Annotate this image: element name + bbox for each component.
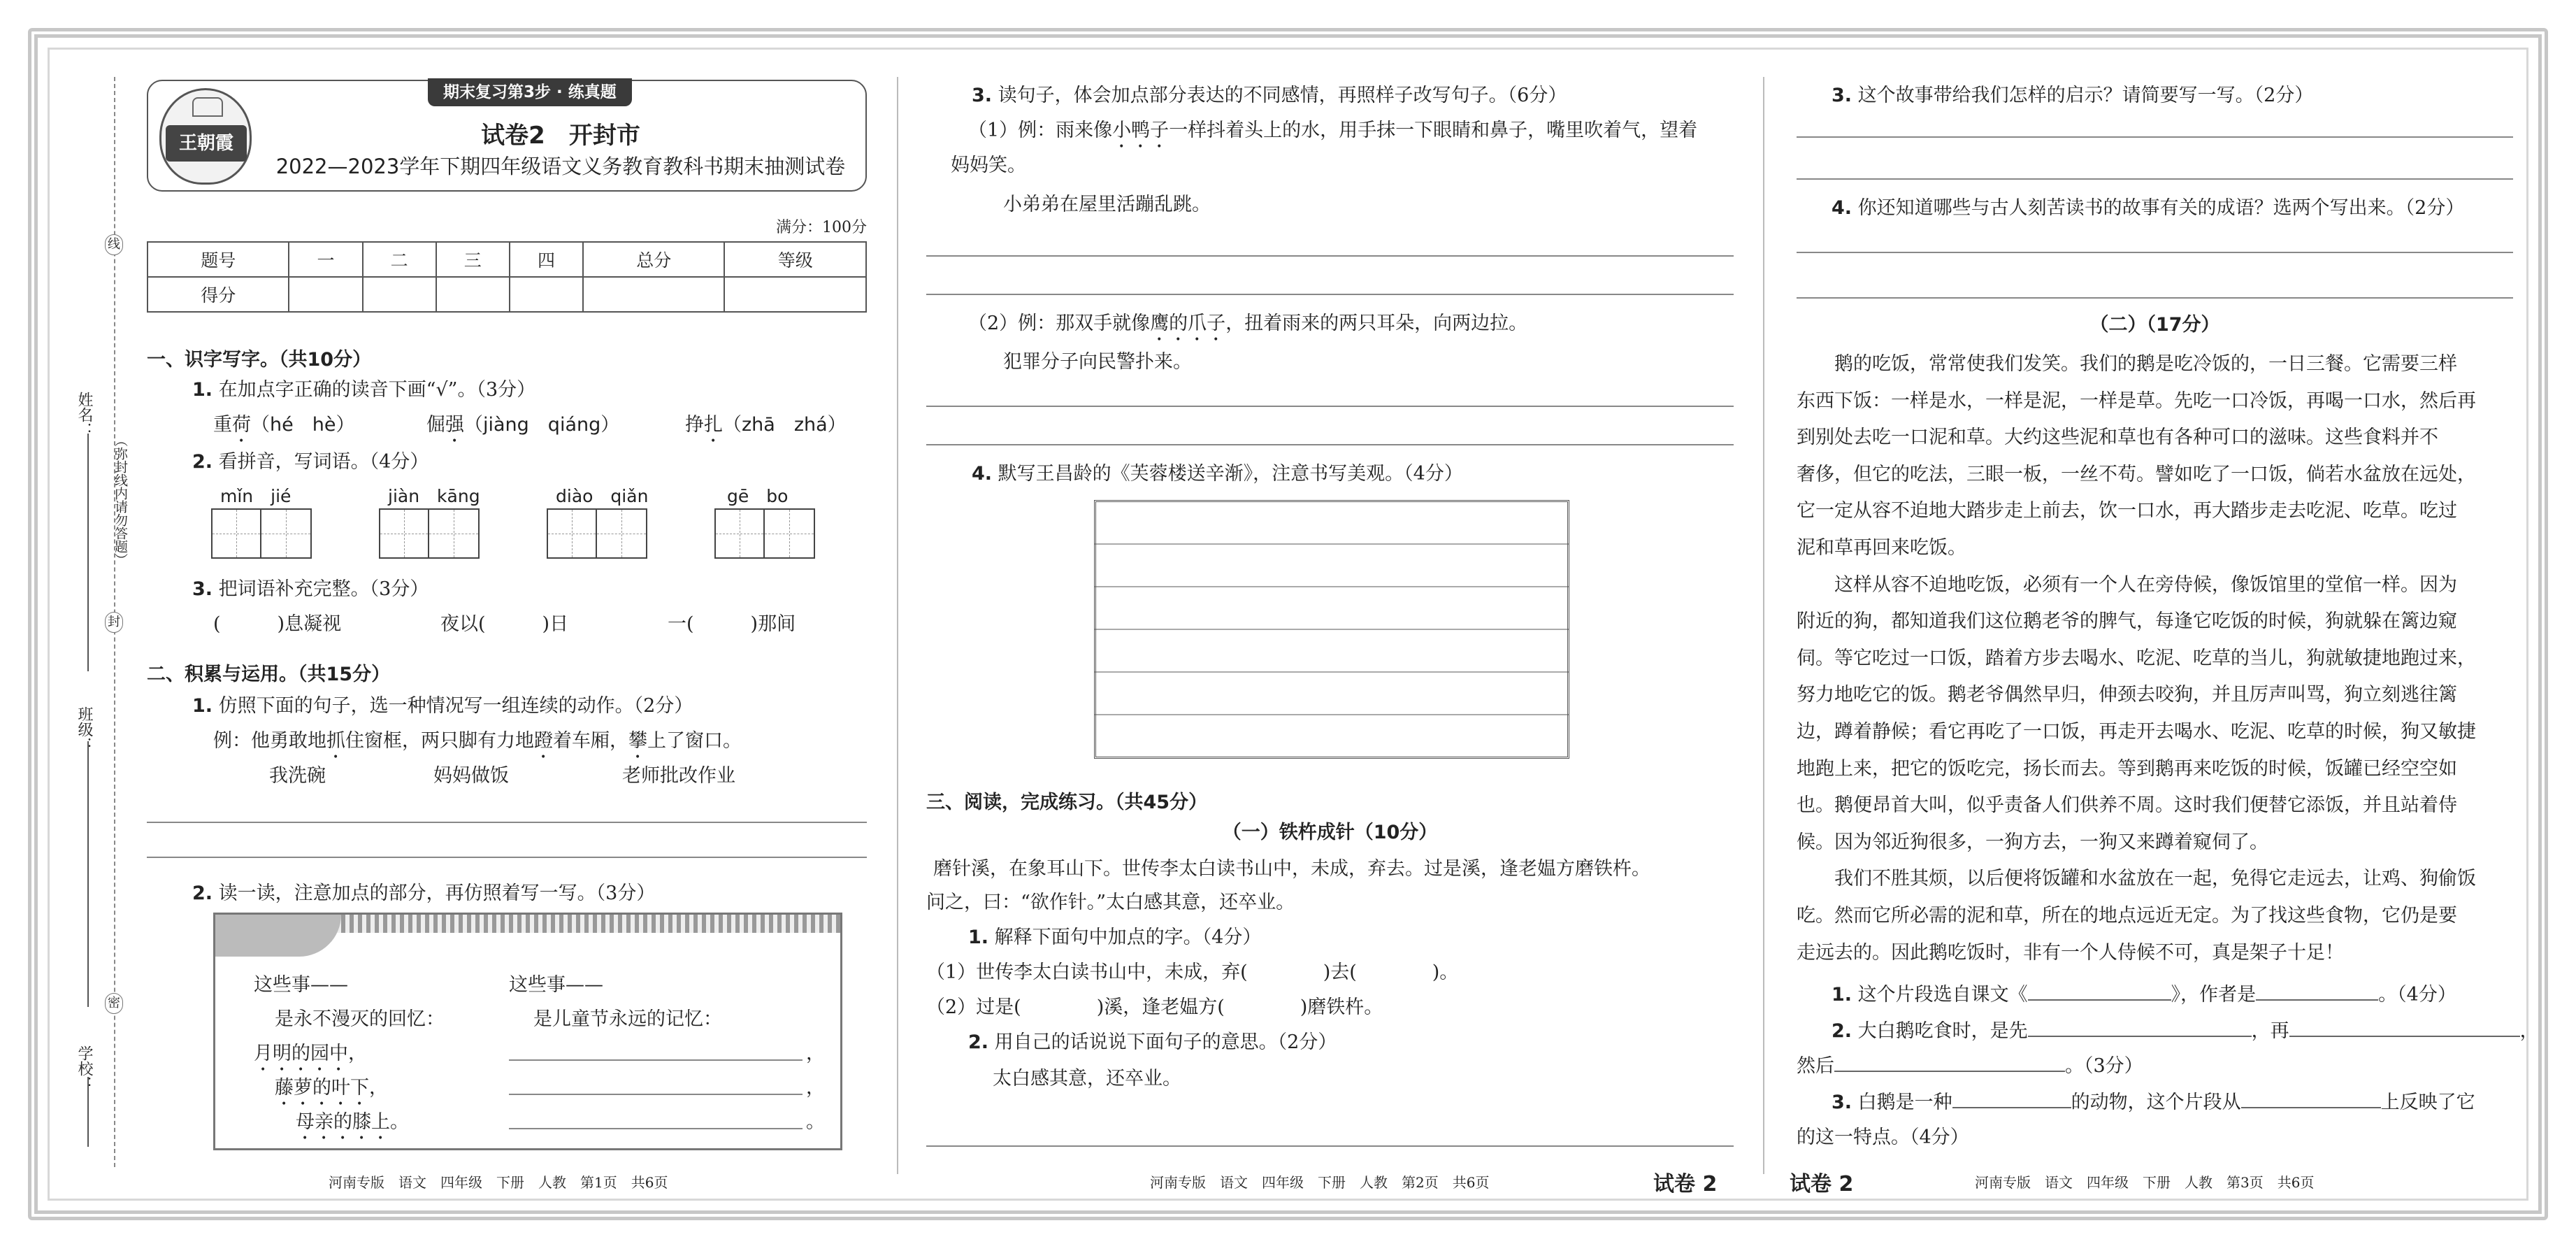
idiom-blank[interactable]: 一( )那间 [668, 613, 796, 635]
poem-line: 是儿童节永远的记忆： [533, 1008, 722, 1030]
answer-blank[interactable] [2241, 1107, 2381, 1108]
passage-line: 这样从容不迫地吃饭，必须有一个人在旁侍候，像饭馆里的堂倌一样。因为 [1797, 573, 2457, 596]
s2-q3-example-2: （2）例：那双手就像鹰的爪子，扭着雨来的两只耳朵，向两边拉。 [968, 313, 1528, 334]
grid-cell[interactable] [714, 508, 765, 559]
pinyin-label: mǐn jié [220, 486, 292, 506]
logo-text: 王朝霞 [166, 125, 247, 162]
pinyin-options[interactable]: （jiàng qiáng） [464, 414, 620, 436]
q-number: 1. [1832, 984, 1852, 1006]
q-text: 读句子，体会加点部分表达的不同感情，再照样子改写句子。（6分） [998, 85, 1567, 106]
s1-q3 [192, 573, 429, 601]
answer-blank[interactable] [1952, 1107, 2071, 1108]
s3-q2 [968, 1027, 1337, 1054]
passage-line: 边，蹲着静候；看它再吃了一口饭，再走开去喝水、吃泥、吃草的时候，狗又敏捷 [1797, 720, 2476, 743]
exam-title: 试卷2 开封市 [481, 122, 640, 150]
char: 重 [213, 414, 232, 436]
passage-line: 努力地吃它的饭。鹅老爷偶然早归，伸颈去咬狗，并且厉声叫骂，狗立刻逃往篱 [1797, 684, 2457, 706]
option-text: 我洗碗 [269, 765, 326, 787]
card-ornament [215, 915, 341, 957]
exam-subtitle: 2022—2023学年下期四年级语文义务教育教科书期末抽测试卷 [275, 155, 846, 178]
section-3-title: 三、阅读，完成练习。（共45分） [926, 792, 1208, 813]
poem-card [213, 913, 842, 1150]
passage-1-title: （一）铁杵成针（10分） [1222, 822, 1438, 843]
pinyin-options[interactable]: （zhā zhá） [723, 414, 847, 436]
seal-mark-1: 线 [105, 234, 123, 255]
s1-q1-item[interactable] [685, 409, 847, 447]
score-header-cell: 四 [510, 242, 583, 277]
seal-mark-2: 封 [105, 612, 123, 633]
full-score: 满分：100分 [776, 219, 867, 236]
exam-tag: 试卷 2 [1790, 1172, 1854, 1196]
passage-line: 泥和草再回来吃饭。 [1797, 536, 1966, 559]
s2-q1 [192, 690, 693, 717]
column-1 [147, 77, 867, 1191]
passage-line: 走远去的。因此鹅吃饭时，非有一个人侍候不可，真是架子十足！ [1797, 941, 2344, 964]
footer-page-3: 河南专版 语文 四年级 下册 人教 第3页 共6页 [1975, 1174, 2315, 1191]
pinyin-label: gē bo [727, 486, 789, 506]
poem-line: 藤萝的叶下， [275, 1077, 388, 1099]
passage-line: 奢侈，但它的吃法，三眼一板，一丝不苟。譬如吃了一口饭，倘若水盆放在远处， [1797, 463, 2476, 485]
pinyin-label: jiàn kāng [388, 486, 480, 506]
passage-2-title: （二）（17分） [2089, 314, 2220, 336]
score-cell[interactable] [510, 277, 583, 312]
grid-cell[interactable] [429, 508, 480, 559]
explain-blank[interactable]: （2）过是( )溪，逢老媪方( )磨铁杵。 [926, 996, 1383, 1018]
q-text: 用自己的话说说下面句子的意思。（2分） [994, 1031, 1337, 1053]
passage-line: 伺。等它吃过一口饭，踏着方步去喝水、吃泥、吃草的当儿，狗就敏捷地跑过来， [1797, 647, 2476, 669]
source-sentence: 太白感其意，还卒业。 [993, 1068, 1181, 1089]
s3b-q3: 3. 白鹅是一种 的动物，这个片段从 上反映了它 [1832, 1092, 2475, 1113]
poem-line: 月明的园中， [254, 1043, 367, 1064]
q-number: 4. [972, 463, 993, 485]
answer-line[interactable] [926, 406, 1734, 407]
passage-line: 附近的狗，都知道我们这位鹅老爷的脾气，每逢它吃饭的时候，狗就躲在篱边窥 [1797, 610, 2457, 633]
answer-line[interactable] [509, 1059, 803, 1061]
writing-grid[interactable] [211, 508, 312, 559]
example-cont: 妈妈笑。 [951, 155, 1026, 176]
grid-cell[interactable] [211, 508, 261, 559]
s1-q2 [192, 446, 429, 473]
q-text: 读一读，注意加点的部分，再仿照着写一写。（3分） [218, 882, 656, 904]
explain-blank[interactable]: （1）世传李太白读书山中，未成，弃( )去( )。 [926, 962, 1459, 983]
header-box [147, 80, 867, 192]
answer-line[interactable] [926, 1145, 1734, 1147]
q-text: 看拼音，写词语。（4分） [218, 451, 429, 473]
section-2-title: 二、积累与运用。（共15分） [147, 664, 391, 685]
score-cell[interactable] [724, 277, 866, 312]
s2-q3 [972, 80, 1567, 107]
passage-2 [1797, 346, 2513, 971]
punct: 。 [806, 1111, 825, 1133]
rewrite-sentence: 小弟弟在屋里活蹦乱跳。 [1003, 194, 1211, 215]
s3b-q2: 2. 大白鹅吃食时，是先 ，再 ， [1832, 1020, 2539, 1042]
s3-q1 [968, 922, 1261, 949]
q-text: 在加点字正确的读音下画“√”。（3分） [218, 379, 536, 401]
q-text: 的这一特点。（4分） [1797, 1127, 1969, 1148]
score-header-cell: 三 [436, 242, 510, 277]
answer-blank[interactable] [2028, 1036, 2252, 1037]
passage-line: 它一定从容不迫地大踏步走上前去，饮一口水，再大踏步走去吃泥、吃草。吃过 [1797, 500, 2457, 522]
footer-page-1: 河南专版 语文 四年级 下册 人教 第1页 共6页 [329, 1174, 668, 1191]
poem-writing-box[interactable] [1094, 500, 1569, 759]
q-number: 3. [192, 578, 213, 600]
s2-q2 [192, 878, 655, 905]
option-text: 妈妈做饭 [433, 765, 509, 787]
q-text: 这个故事带给我们怎样的启示？请简要写一写。（2分） [1857, 85, 2314, 106]
q-number: 2. [968, 1031, 989, 1053]
score-cell[interactable] [583, 277, 724, 312]
passage-line: 候。因为邻近狗很多，一狗方去，一狗又来蹲着窥伺了。 [1797, 831, 2268, 853]
writing-grid[interactable] [379, 508, 480, 559]
passage-line: 也。鹅便昂首大叫，似乎责备人们供养不周。这时我们便替它添饭，并且站着侍 [1797, 794, 2457, 817]
answer-line[interactable] [1797, 178, 2513, 180]
dotted-char: 强 [445, 414, 464, 436]
s2-q1-example: 例：他勇敢地抓住窗框，两只脚有力地蹬着车厢，攀上了窗口。 [213, 730, 742, 752]
class-label: 班级： [75, 706, 93, 752]
school-label: 学校： [75, 1045, 93, 1092]
score-table [147, 241, 867, 313]
q-text: 默写王昌龄的《芙蓉楼送辛渐》，注意书写美观。（4分） [998, 463, 1463, 485]
answer-blank[interactable] [1834, 1071, 2065, 1072]
answer-line[interactable] [926, 255, 1734, 257]
footer-page-2: 河南专版 语文 四年级 下册 人教 第2页 共6页 [1150, 1174, 1490, 1191]
passage-line: 东西下饭：一样是水，一样是泥，一样是草。先吃一口冷饭，再喝一口水，然后再 [1797, 389, 2476, 412]
q-text: 仿照下面的句子，选一种情况写一组连续的动作。（2分） [218, 695, 693, 717]
answer-line[interactable] [509, 1094, 803, 1095]
score-header-cell: 二 [363, 242, 436, 277]
score-table-row [147, 277, 866, 312]
name-line [87, 434, 89, 671]
crown-icon [192, 97, 223, 117]
column-3 [1790, 77, 2539, 1196]
q-number: 2. [1832, 1020, 1852, 1042]
passage-line: 吃。然而它所必需的泥和草，所在的地点远近无定。为了找这些食物，它仍是要 [1797, 904, 2457, 927]
answer-line[interactable] [1797, 252, 2513, 253]
answer-line[interactable] [147, 857, 867, 858]
grid-cell[interactable] [261, 508, 312, 559]
poem-line: 这些事—— [509, 974, 603, 996]
s3-q3 [1832, 80, 2313, 107]
answer-blank[interactable] [2289, 1036, 2520, 1037]
score-header-cell: 等级 [724, 242, 866, 277]
q-text: 你还知道哪些与古人刻苦读书的故事有关的成语？选两个写出来。（2分） [1857, 197, 2465, 219]
char: 倔 [426, 414, 445, 436]
s1-q1-item[interactable] [213, 409, 354, 447]
passage-line: 到别处去吃一口泥和草。大约这些泥和草也有各种可口的滋味。这些食料并不 [1797, 427, 2438, 449]
header-banner: 期末复习第3步 · 练真题 [428, 78, 632, 106]
rewrite-sentence: 犯罪分子向民警扑来。 [1003, 351, 1192, 373]
q-number: 1. [192, 379, 213, 401]
score-table-header [147, 242, 866, 277]
s2-q4 [972, 458, 1463, 485]
score-cell[interactable] [363, 277, 436, 312]
seal-note: （弥封线内请勿答题） [113, 434, 128, 566]
q-number: 1. [968, 927, 989, 948]
grid-cell[interactable] [765, 508, 815, 559]
q-number: 3. [1832, 85, 1852, 106]
grid-cell[interactable] [597, 508, 647, 559]
poem-line: 这些事—— [254, 974, 348, 996]
q-text: 把词语补充完整。（3分） [218, 578, 429, 600]
publisher-logo [159, 88, 252, 185]
answer-line[interactable] [1797, 297, 2513, 299]
answer-line[interactable] [1797, 136, 2513, 138]
s3b-q1: 1. 这个片段选自课文《 》，作者是 。（4分） [1832, 984, 2456, 1006]
passage-line: 地跑上来，把它的饭吃完，扬长而去。等到鹅再来吃饭的时候，饭罐已经空空如 [1797, 757, 2457, 780]
column-divider-2 [1763, 77, 1764, 1174]
seal-mark-3: 密 [105, 993, 123, 1014]
option-text: 老师批改作业 [622, 765, 735, 787]
answer-blank[interactable] [2028, 999, 2171, 1001]
class-line [87, 741, 89, 1007]
passage-line: 我们不胜其烦，以后便将饭罐和水盆放在一起，免得它走远去，让鸡、狗偷饭 [1797, 868, 2476, 890]
score-cell[interactable] [436, 277, 510, 312]
idiom-blank[interactable]: ( )息凝视 [213, 613, 342, 635]
passage-text: 磨针溪，在象耳山下。世传李太白读书山中，未成，弃去。过是溪，逢老媪方磨铁杵。 [933, 858, 1650, 880]
column-2 [926, 77, 1734, 1196]
score-cell[interactable] [289, 277, 362, 312]
score-header-cell: 一 [289, 242, 362, 277]
writing-grid[interactable] [714, 508, 815, 559]
passage-line: 鹅的吃饭，常常使我们发笑。我们的鹅是吃冷饭的，一日三餐。它需要三样 [1797, 353, 2457, 375]
poem-line: 是永不漫灭的回忆： [275, 1008, 445, 1030]
s1-q1-item[interactable] [426, 409, 619, 447]
dotted-char: 荷 [232, 414, 251, 436]
q-text: 解释下面句中加点的字。（4分） [994, 927, 1262, 948]
pinyin-label: diào qiǎn [556, 486, 649, 506]
s3b-q2-cont: 然后 。（3分） [1797, 1055, 2143, 1077]
answer-line[interactable] [926, 444, 1734, 445]
s3-q4 [1832, 192, 2464, 220]
s1-q1 [192, 374, 535, 401]
idiom-blank[interactable]: 夜以( )日 [440, 613, 569, 635]
q-number: 3. [1832, 1092, 1852, 1113]
answer-blank[interactable] [2256, 999, 2378, 1001]
writing-grid[interactable] [547, 508, 647, 559]
s2-q3-example-1: （1）例：雨来像小鸭子一样抖着头上的水，用手抹一下眼睛和鼻子，嘴里吹着气，望着 [968, 120, 1698, 141]
poem-line: 母亲的膝上。 [296, 1111, 409, 1133]
name-label: 姓名： [75, 392, 93, 438]
punct: ， [806, 1043, 825, 1064]
q-number: 2. [192, 882, 213, 904]
answer-line[interactable] [509, 1128, 803, 1129]
q-number: 1. [192, 695, 213, 717]
score-row-label: 得分 [147, 277, 289, 312]
school-line [87, 1077, 89, 1147]
score-header-cell: 题号 [147, 242, 289, 277]
q-number: 4. [1832, 197, 1852, 219]
grid-cell[interactable] [379, 508, 429, 559]
answer-line[interactable] [147, 822, 867, 823]
q-number: 3. [972, 85, 993, 106]
pinyin-options[interactable]: （hé hè） [251, 414, 355, 436]
char: 挣 [685, 414, 704, 436]
column-divider-1 [897, 77, 898, 1174]
score-header-cell: 总分 [583, 242, 724, 277]
punct: ， [806, 1077, 825, 1099]
exam-tag: 试卷 2 [1653, 1172, 1718, 1196]
answer-line[interactable] [926, 294, 1734, 295]
dotted-char: 扎 [704, 414, 723, 436]
passage-text: 问之，曰：“欲作针。”太白感其意，还卒业。 [926, 892, 1295, 913]
q-number: 2. [192, 451, 213, 473]
section-1-title: 一、识字写字。（共10分） [147, 349, 372, 371]
grid-cell[interactable] [547, 508, 597, 559]
